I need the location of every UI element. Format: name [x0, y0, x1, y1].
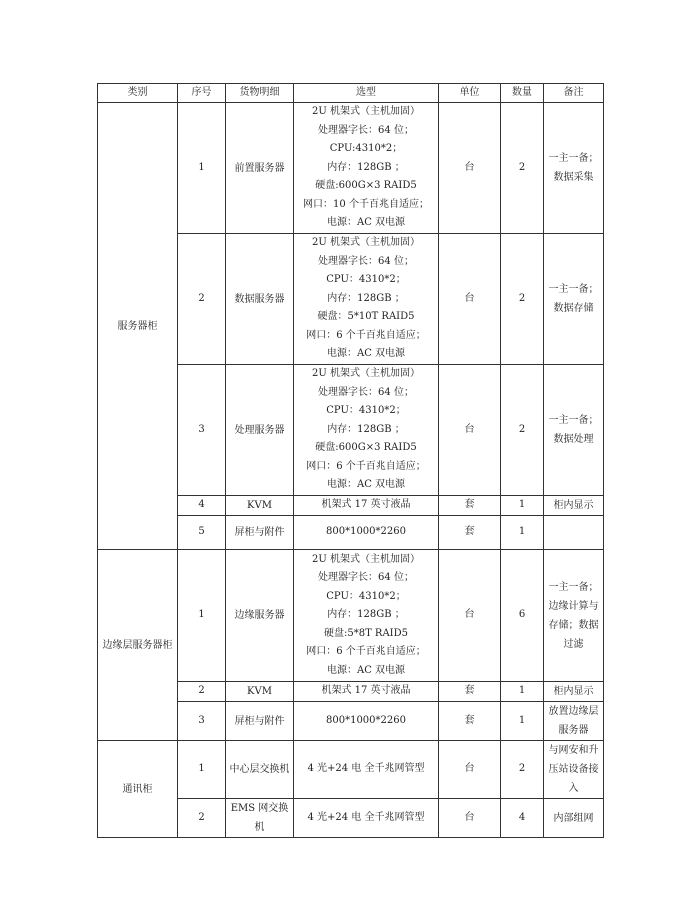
note-cell: 柜内显示 [544, 496, 604, 516]
spec-line: 处理器字长：64 位； [318, 386, 414, 398]
spec-line: 2U 机架式（主机加固） [312, 237, 420, 249]
spec-line: CPU：4310*2； [326, 590, 406, 602]
row-number: 3 [178, 365, 226, 496]
table-row [98, 103, 604, 234]
spec-line: 内存：128GB ； [327, 609, 405, 621]
header-category: 类别 [98, 84, 178, 103]
row-number: 1 [178, 741, 226, 799]
header-number: 序号 [178, 84, 226, 103]
unit-cell: 台 [439, 234, 501, 365]
spec-line: CPU：4310*2； [326, 405, 406, 417]
spec-line: 内存：128GB ； [327, 423, 405, 435]
spec-line: 硬盘：5*10T RAID5 [317, 311, 415, 323]
spec-line: 网口：10 个千百兆自适应； [303, 198, 429, 210]
spec-line: 电源：AC 双电源 [326, 217, 406, 229]
spec-cell [294, 799, 439, 838]
quantity-cell: 2 [501, 365, 544, 496]
category-cell: 边缘层服务器柜 [98, 550, 178, 741]
spec-line: 处理器字长：64 位； [318, 572, 414, 584]
category-cell: 通讯柜 [98, 741, 178, 838]
header-unit: 单位 [439, 84, 501, 103]
row-number: 2 [178, 799, 226, 838]
item-name: 前置服务器 [226, 103, 294, 234]
spec-line: 2U 机架式（主机加固） [312, 368, 420, 380]
row-number: 1 [178, 550, 226, 682]
spec-line: CPU：4310*2； [326, 274, 406, 286]
spec-line: 机架式 17 英寸液晶 [321, 499, 411, 511]
equipment-table [97, 83, 604, 838]
quantity-cell: 1 [501, 682, 544, 702]
note-cell: 放置边缘层服务器 [544, 702, 604, 741]
unit-cell: 套 [439, 516, 501, 550]
item-name: KVM [226, 496, 294, 516]
row-number: 2 [178, 234, 226, 365]
spec-line: 电源：AC 双电源 [326, 664, 406, 676]
spec-line: 网口：6 个千百兆自适应； [306, 460, 426, 472]
quantity-cell: 6 [501, 550, 544, 682]
row-number: 5 [178, 516, 226, 550]
spec-line: 硬盘:5*8T RAID5 [323, 627, 409, 639]
header-quantity: 数量 [501, 84, 544, 103]
row-number: 3 [178, 702, 226, 741]
spec-line: 800*1000*2260 [326, 526, 406, 538]
spec-line: 内存：128GB ； [327, 292, 405, 304]
note-cell: 一主一备；边缘计算与存储；数据过滤 [544, 550, 604, 682]
spec-cell [294, 365, 439, 496]
spec-cell [294, 702, 439, 741]
spec-line: 硬盘:600G×3 RAID5 [315, 180, 417, 192]
spec-line: 处理器字长：64 位； [318, 255, 414, 267]
spec-line: 处理器字长：64 位； [318, 124, 414, 136]
quantity-cell: 2 [501, 741, 544, 799]
unit-cell: 套 [439, 682, 501, 702]
unit-cell: 套 [439, 702, 501, 741]
spec-cell [294, 741, 439, 799]
item-name: 处理服务器 [226, 365, 294, 496]
note-cell [544, 516, 604, 550]
unit-cell: 台 [439, 741, 501, 799]
spec-cell [294, 550, 439, 682]
spec-line: 机架式 17 英寸液晶 [321, 685, 411, 697]
unit-cell: 台 [439, 550, 501, 682]
spec-line: 电源：AC 双电源 [326, 348, 406, 360]
spec-line: 2U 机架式（主机加固） [312, 106, 420, 118]
item-name: 数据服务器 [226, 234, 294, 365]
item-name: 中心层交换机 [226, 741, 294, 799]
unit-cell: 台 [439, 103, 501, 234]
note-cell: 一主一备；数据采集 [544, 103, 604, 234]
quantity-cell: 2 [501, 103, 544, 234]
spec-line: 4 光+24 电 全千兆网管型 [307, 763, 425, 775]
note-cell: 内部组网 [544, 799, 604, 838]
item-name: 屏柜与附件 [226, 702, 294, 741]
item-name: EMS 网交换机 [226, 799, 294, 838]
spec-cell [294, 516, 439, 550]
row-number: 4 [178, 496, 226, 516]
item-name: KVM [226, 682, 294, 702]
unit-cell: 套 [439, 496, 501, 516]
category-cell: 服务器柜 [98, 103, 178, 550]
quantity-cell: 1 [501, 702, 544, 741]
note-cell: 与网安和升压站设备接入 [544, 741, 604, 799]
row-number: 1 [178, 103, 226, 234]
spec-line: 网口：6 个千百兆自适应； [306, 329, 426, 341]
row-number: 2 [178, 682, 226, 702]
header-item: 货物明细 [226, 84, 294, 103]
spec-line: 内存：128GB ； [327, 161, 405, 173]
quantity-cell: 2 [501, 234, 544, 365]
note-cell: 柜内显示 [544, 682, 604, 702]
spec-cell [294, 234, 439, 365]
spec-line: CPU:4310*2； [329, 143, 403, 155]
header-row [98, 84, 604, 103]
spec-line: 网口：6 个千百兆自适应； [306, 646, 426, 658]
table-row [98, 741, 604, 799]
item-name: 屏柜与附件 [226, 516, 294, 550]
spec-cell [294, 496, 439, 516]
spec-line: 2U 机架式（主机加固） [312, 553, 420, 565]
spec-line: 硬盘:600G×3 RAID5 [315, 442, 417, 454]
quantity-cell: 4 [501, 799, 544, 838]
table-body [98, 103, 604, 838]
unit-cell: 台 [439, 365, 501, 496]
quantity-cell: 1 [501, 496, 544, 516]
spec-cell [294, 103, 439, 234]
note-cell: 一主一备；数据处理 [544, 365, 604, 496]
table-row [98, 550, 604, 682]
note-cell: 一主一备；数据存储 [544, 234, 604, 365]
spec-line: 电源：AC 双电源 [326, 479, 406, 491]
spec-cell [294, 682, 439, 702]
header-note: 备注 [544, 84, 604, 103]
spec-line: 4 光+24 电 全千兆网管型 [307, 811, 425, 823]
quantity-cell: 1 [501, 516, 544, 550]
item-name: 边缘服务器 [226, 550, 294, 682]
spec-line: 800*1000*2260 [326, 714, 406, 726]
unit-cell: 台 [439, 799, 501, 838]
header-spec: 选型 [294, 84, 439, 103]
